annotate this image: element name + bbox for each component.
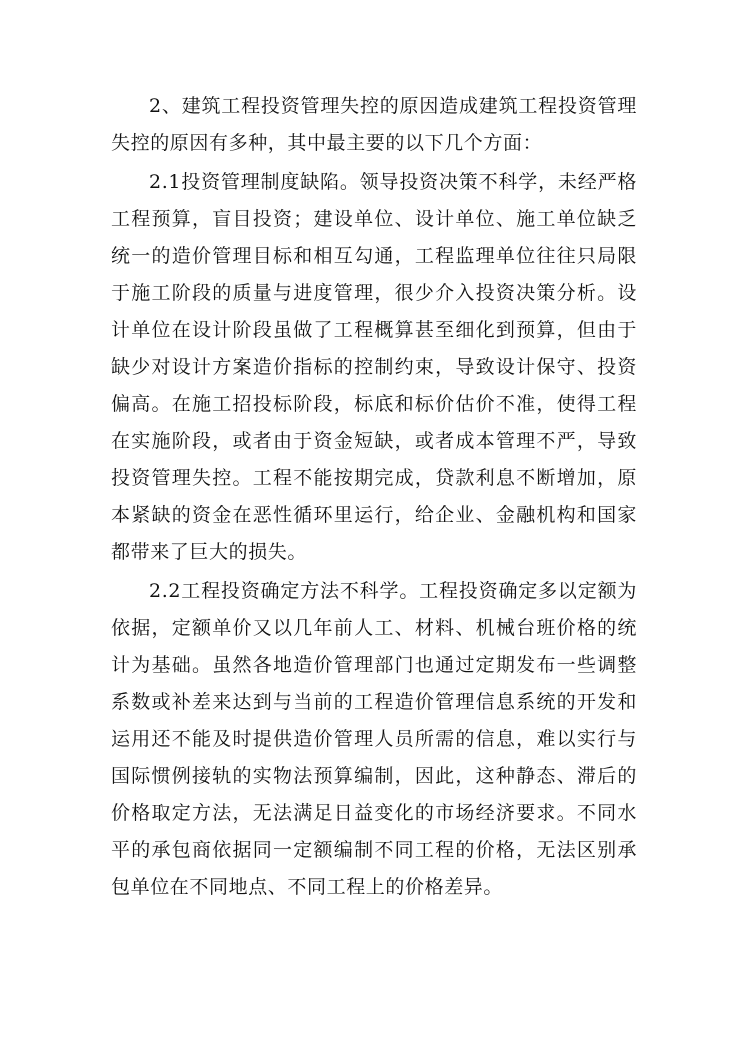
document-body xyxy=(111,88,637,906)
paragraph-section-2-1: 2.1投资管理制度缺陷。领导投资决策不科学，未经严格工程预算，盲目投资；建设单位、设计单位、施工单位缺乏统一的造价管理目标和相互勾通，工程监理单位往往只局限于施工阶段的质量与进度管理，很少介入投资决策分析。设计单位在设计阶段虽做了工程概算甚至细化到预算，但由于缺少对设计方案造价指标的控制约束，导致设计保守、投资偏高。在施工招投标阶段，标底和标价估价不准，使得工程在实施阶段，或者由于资金短缺，或者成本管理不严，导致投资管理失控。工程不能按期完成，贷款利息不断增加，原本紧缺的资金在恶性循环里运行，给企业、金融机构和国家都带来了巨大的损失。 xyxy=(111,171,637,563)
paragraph-section-2-heading: 2、建筑工程投资管理失控的原因造成建筑工程投资管理失控的原因有多种，其中最主要的以下几个方面： xyxy=(111,95,637,154)
paragraph-section-2-2: 2.2工程投资确定方法不科学。工程投资确定多以定额为依据，定额单价又以几年前人工、材料、机械台班价格的统计为基础。虽然各地造价管理部门也通过定期发布一些调整系数或补差来达到与当前的工程造价管理信息系统的开发和运用还不能及时提供造价管理人员所需的信息，难以实行与国际惯例接轨的实物法预算编制，因此，这种静态、滞后的价格取定方法，无法满足日益变化的市场经济要求。不同水平的承包商依据同一定额编制不同工程的价格，无法区别承包单位在不同地点、不同工程上的价格差异。 xyxy=(111,580,637,898)
